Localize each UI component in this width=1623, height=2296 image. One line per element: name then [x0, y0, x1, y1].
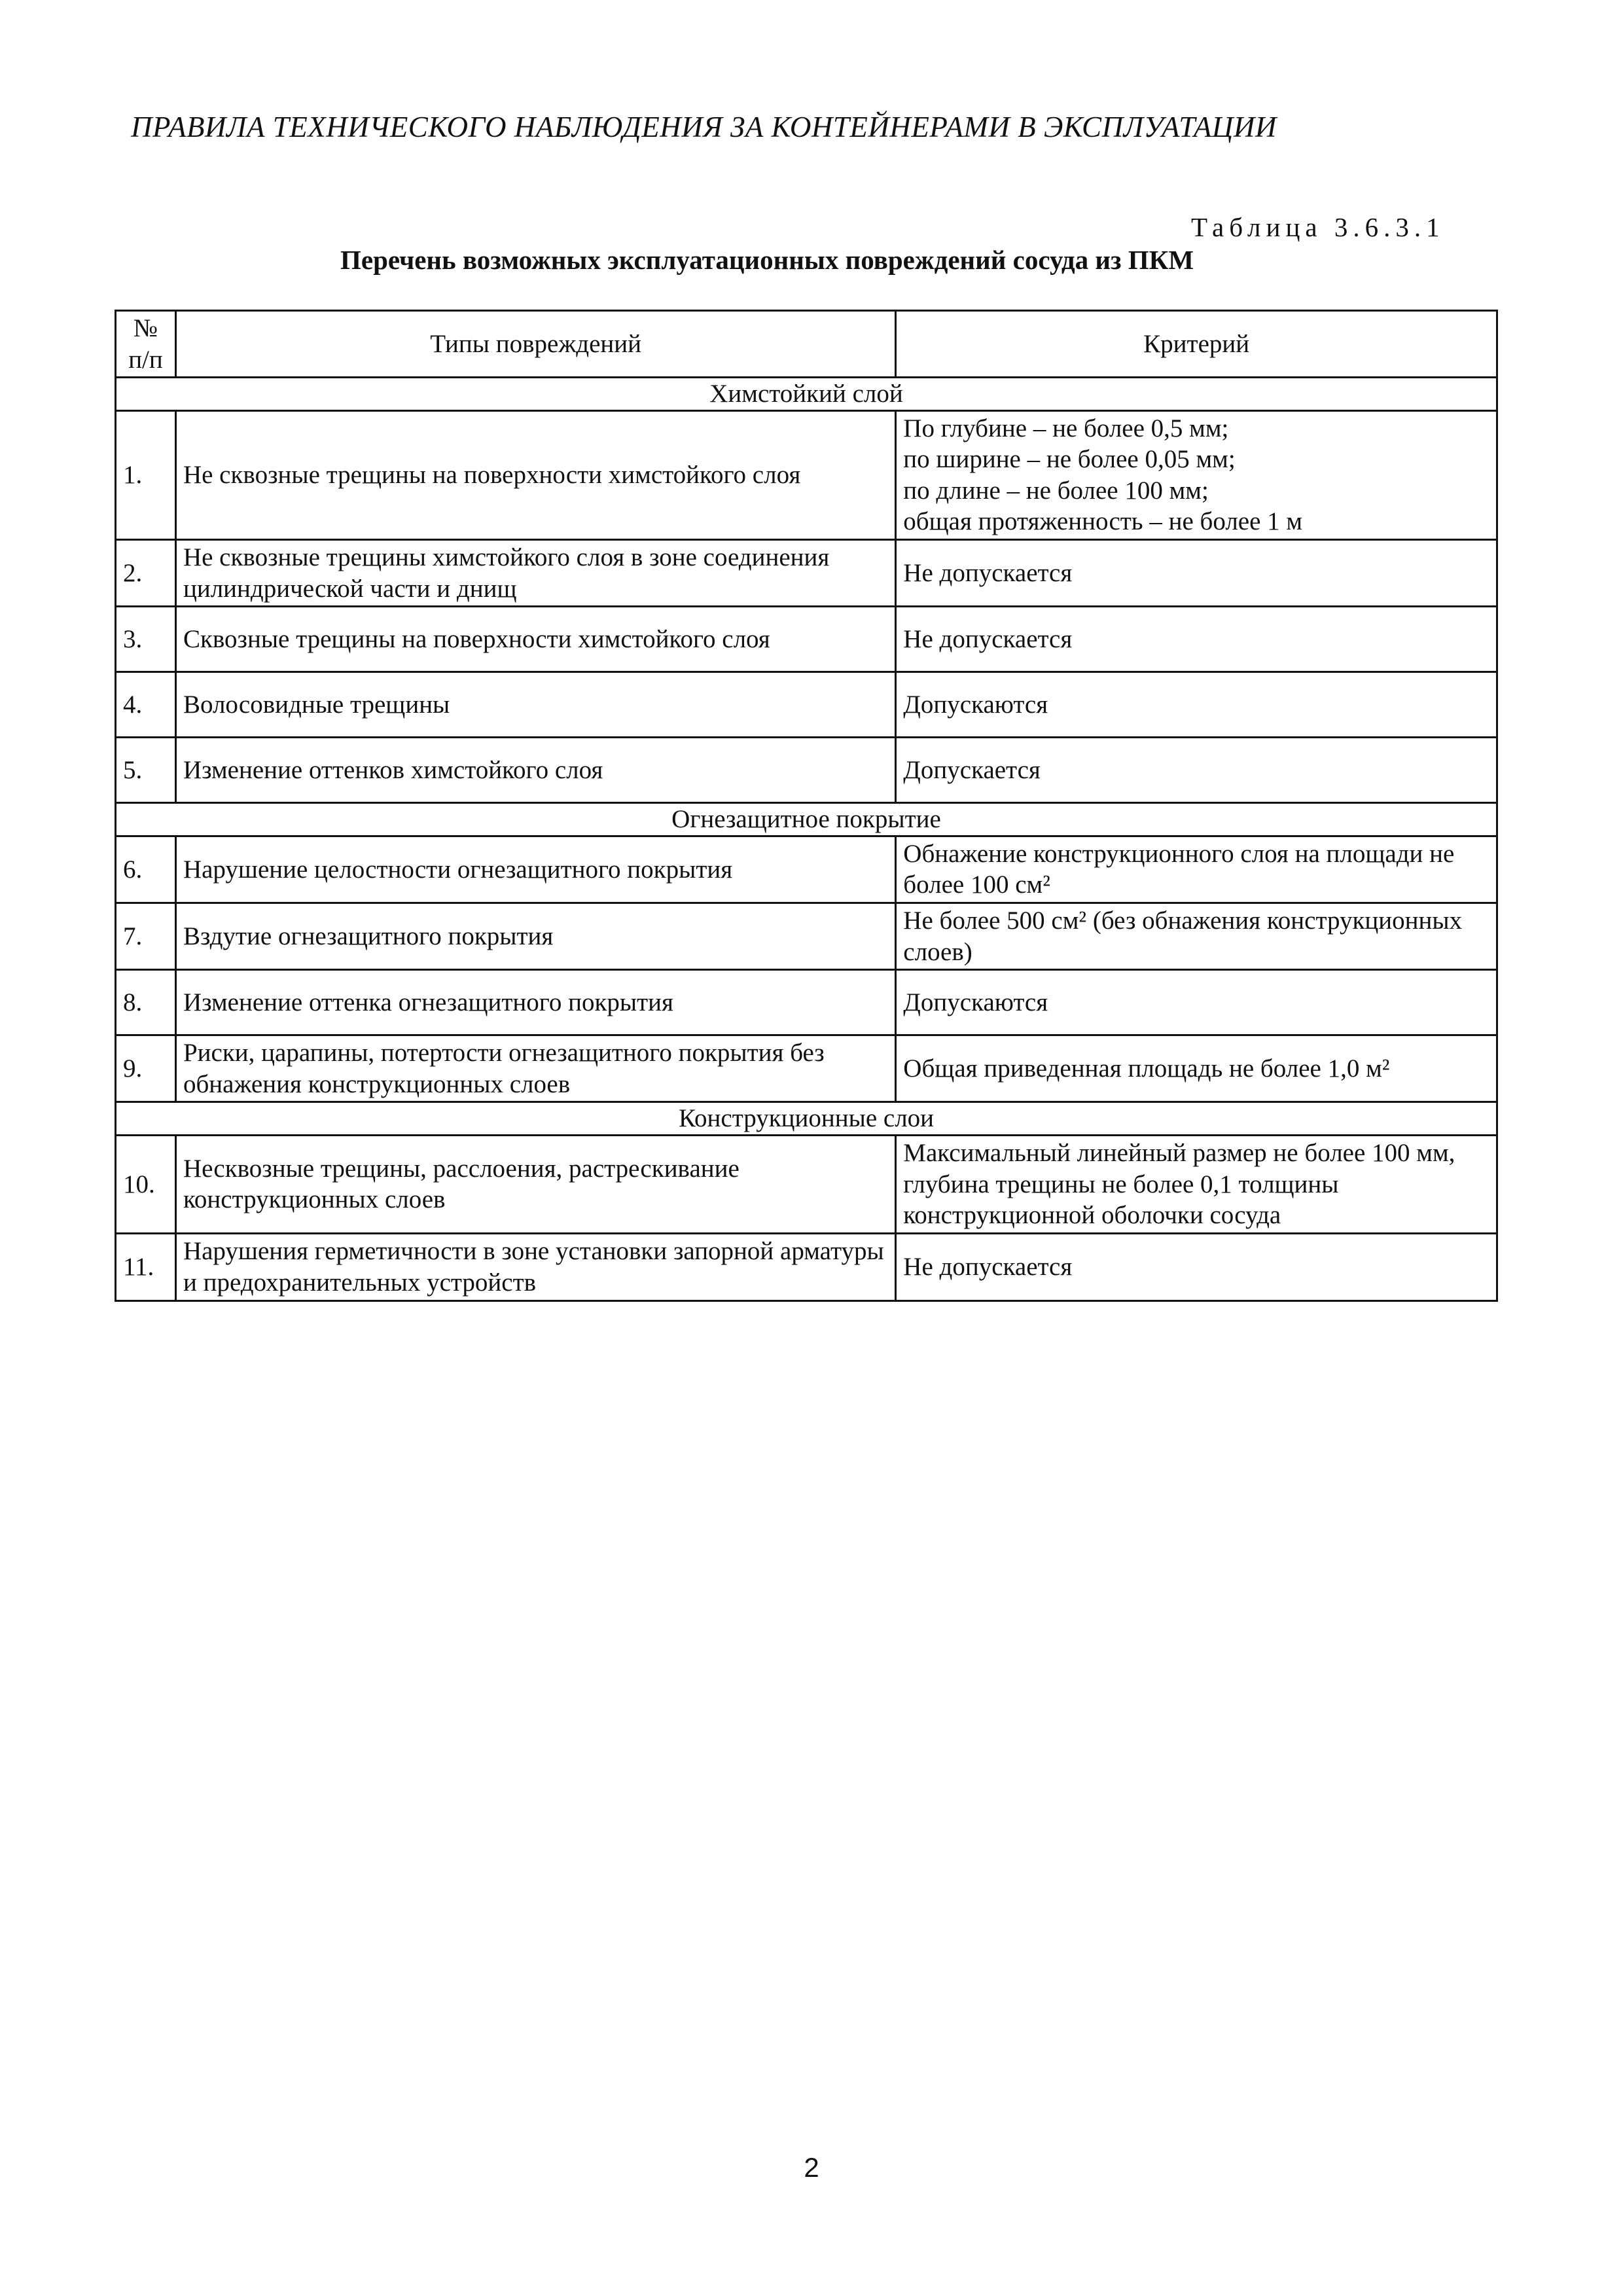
damage-type: Волосовидные трещины — [175, 672, 895, 738]
damage-type: Нарушения герметичности в зоне установки запорной арматуры и предохранительных устройств — [175, 1233, 895, 1300]
damage-type: Риски, царапины, потертости огнезащитного покрытия без обнажения конструкционных слоев — [175, 1035, 895, 1102]
criterion-line: Обнажение конструкционного слоя на площади не более 100 см² — [903, 839, 1455, 899]
section-title: Конструкционные слои — [116, 1102, 1497, 1136]
criterion-cell — [896, 836, 1497, 903]
section-row — [116, 1102, 1497, 1136]
table-row — [116, 1233, 1497, 1300]
column-header-type: Типы повреждений — [175, 311, 895, 378]
criterion-cell — [896, 1233, 1497, 1300]
table-title: Перечень возможных эксплуатационных повреждений сосуда из ПКМ — [340, 245, 1194, 275]
section-title: Химстойкий слой — [116, 378, 1497, 411]
criterion-cell — [896, 672, 1497, 738]
row-number: 2. — [116, 540, 176, 607]
criterion-line: Общая приведенная площадь не более 1,0 м² — [903, 1054, 1390, 1083]
damage-type: Не сквозные трещины химстойкого слоя в зоне соединения цилиндрической части и днищ — [175, 540, 895, 607]
table-label: Таблица 3.6.3.1 — [1191, 212, 1445, 242]
criterion-line: Допускаются — [903, 988, 1048, 1016]
table-row — [116, 738, 1497, 803]
criterion-cell — [896, 738, 1497, 803]
criterion-line: по длине – не более 100 мм; — [903, 476, 1209, 505]
table-row — [116, 903, 1497, 969]
table-row — [116, 410, 1497, 539]
row-number: 1. — [116, 410, 176, 539]
section-title: Огнезащитное покрытие — [116, 803, 1497, 836]
column-header-criterion: Критерий — [896, 311, 1497, 378]
criterion-line: Допускаются — [903, 690, 1048, 719]
table-row — [116, 1035, 1497, 1102]
page-number: 2 — [804, 2152, 819, 2183]
damage-type: Изменение оттенков химстойкого слоя — [175, 738, 895, 803]
row-number: 7. — [116, 903, 176, 969]
row-number: 3. — [116, 607, 176, 672]
table-row — [116, 672, 1497, 738]
row-number: 9. — [116, 1035, 176, 1102]
criterion-cell — [896, 607, 1497, 672]
criterion-line: Не более 500 см² (без обнажения конструкционных слоев) — [903, 906, 1463, 966]
criterion-line: Не допускается — [903, 624, 1073, 653]
table-row — [116, 836, 1497, 903]
table-row — [116, 1135, 1497, 1233]
table-row — [116, 970, 1497, 1035]
criterion-line: Не допускается — [903, 1253, 1073, 1282]
damage-type: Нарушение целостности огнезащитного покрытия — [175, 836, 895, 903]
criterion-line: Допускается — [903, 755, 1041, 784]
table-row — [116, 607, 1497, 672]
criterion-cell — [896, 1135, 1497, 1233]
damage-type: Изменение оттенка огнезащитного покрытия — [175, 970, 895, 1035]
criterion-line: по ширине – не более 0,05 мм; — [903, 445, 1236, 474]
criterion-cell — [896, 1035, 1497, 1102]
section-row — [116, 378, 1497, 411]
criterion-cell — [896, 970, 1497, 1035]
damage-type: Несквозные трещины, расслоения, растрескивание конструкционных слоев — [175, 1135, 895, 1233]
criterion-cell — [896, 410, 1497, 539]
row-number: 10. — [116, 1135, 176, 1233]
table-header-row — [116, 311, 1497, 378]
row-number: 4. — [116, 672, 176, 738]
criterion-line: Максимальный линейный размер не более 100 мм, глубина трещины не более 0,1 толщины конструкционной оболочки сосуда — [903, 1138, 1455, 1230]
damage-type: Не сквозные трещины на поверхности химстойкого слоя — [175, 410, 895, 539]
document-header: ПРАВИЛА ТЕХНИЧЕСКОГО НАБЛЮДЕНИЯ ЗА КОНТЕЙНЕРАМИ В ЭКСПЛУАТАЦИИ — [131, 111, 1277, 143]
criterion-line: общая протяженность – не более 1 м — [903, 507, 1303, 536]
criterion-cell — [896, 540, 1497, 607]
row-number: 6. — [116, 836, 176, 903]
criterion-line: Не допускается — [903, 558, 1073, 587]
criterion-cell — [896, 903, 1497, 969]
row-number: 11. — [116, 1233, 176, 1300]
damage-type: Сквозные трещины на поверхности химстойкого слоя — [175, 607, 895, 672]
damage-type: Вздутие огнезащитного покрытия — [175, 903, 895, 969]
row-number: 5. — [116, 738, 176, 803]
section-row — [116, 803, 1497, 836]
column-header-number: № п/п — [116, 311, 176, 378]
table-row — [116, 540, 1497, 607]
criterion-line: По глубине – не более 0,5 мм; — [903, 414, 1229, 442]
row-number: 8. — [116, 970, 176, 1035]
damage-table — [115, 310, 1498, 1302]
